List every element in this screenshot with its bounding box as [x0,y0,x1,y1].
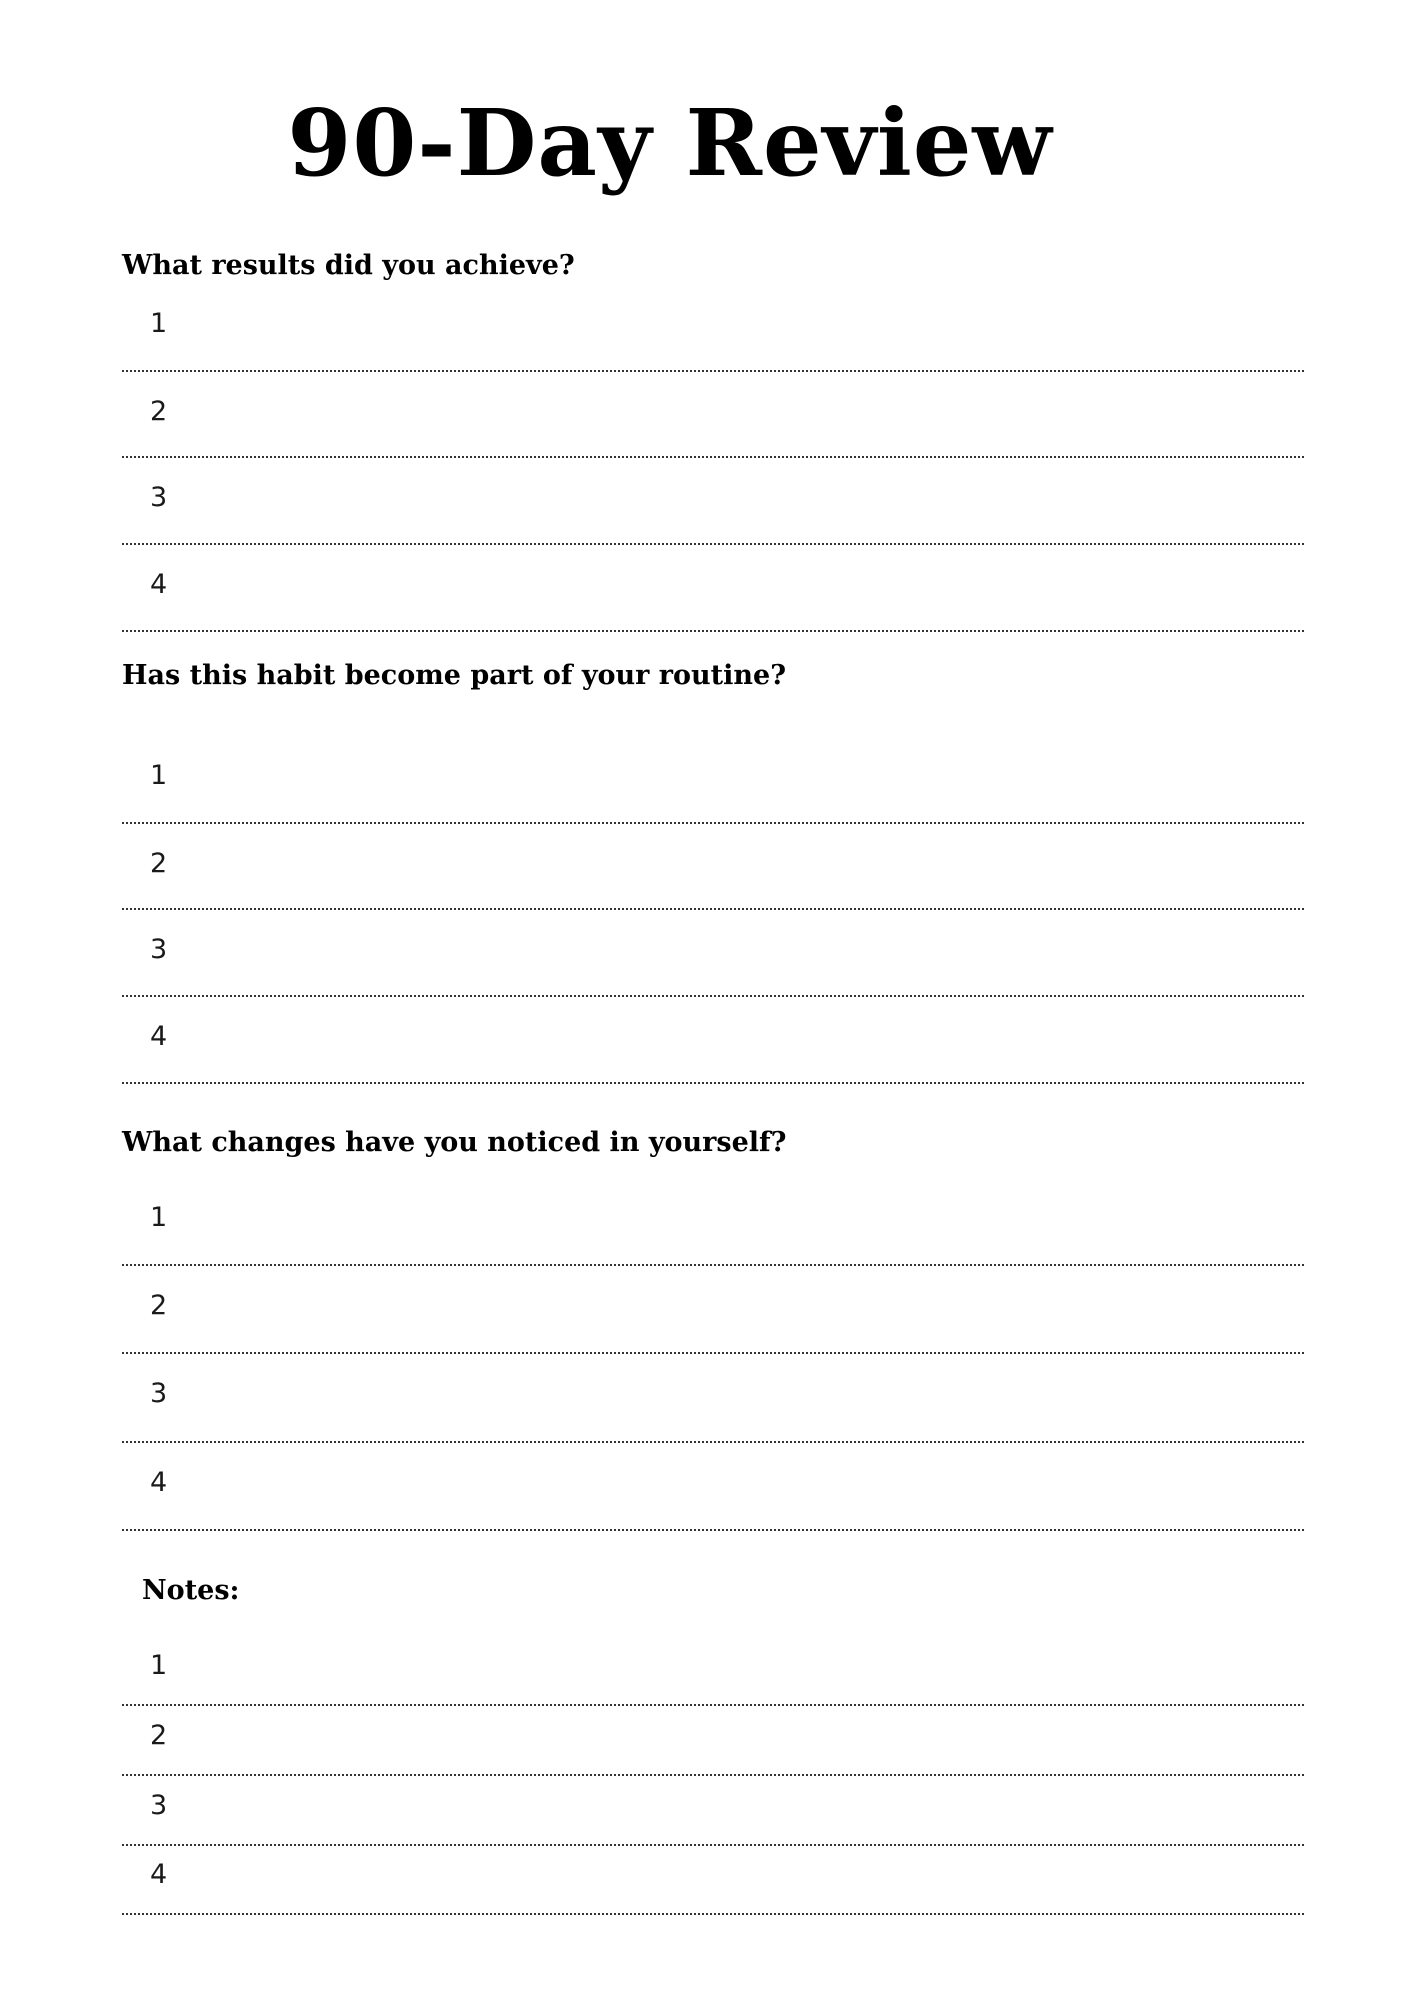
line-number: 2 [150,396,168,427]
writing-line[interactable] [122,1441,1304,1443]
writing-line[interactable] [122,1844,1304,1846]
line-number: 3 [150,1790,168,1821]
notes-heading: Notes: [142,1575,240,1606]
line-number: 4 [150,1021,168,1052]
writing-line[interactable] [122,1913,1304,1915]
line-number: 4 [150,569,168,600]
line-number: 2 [150,1720,168,1751]
writing-line[interactable] [122,370,1304,372]
writing-line[interactable] [122,1704,1304,1706]
writing-line[interactable] [122,1774,1304,1776]
page-title: 90-Day Review [287,89,1053,197]
line-number: 4 [150,1859,168,1890]
line-number: 3 [150,1378,168,1409]
writing-line[interactable] [122,456,1304,458]
writing-line[interactable] [122,1082,1304,1084]
writing-line[interactable] [122,822,1304,824]
line-number: 3 [150,482,168,513]
line-number: 1 [150,1650,168,1681]
writing-line[interactable] [122,630,1304,632]
writing-line[interactable] [122,1264,1304,1266]
line-number: 1 [150,1202,168,1233]
section-heading-results: What results did you achieve? [122,250,575,281]
line-number: 4 [150,1467,168,1498]
line-number: 2 [150,1290,168,1321]
line-number: 2 [150,848,168,879]
line-number: 1 [150,308,168,339]
writing-line[interactable] [122,1352,1304,1354]
line-number: 1 [150,760,168,791]
section-heading-changes: What changes have you noticed in yourself? [122,1127,787,1158]
section-heading-routine: Has this habit become part of your routine? [122,660,787,691]
line-number: 3 [150,934,168,965]
writing-line[interactable] [122,543,1304,545]
writing-line[interactable] [122,908,1304,910]
writing-line[interactable] [122,1529,1304,1531]
writing-line[interactable] [122,995,1304,997]
